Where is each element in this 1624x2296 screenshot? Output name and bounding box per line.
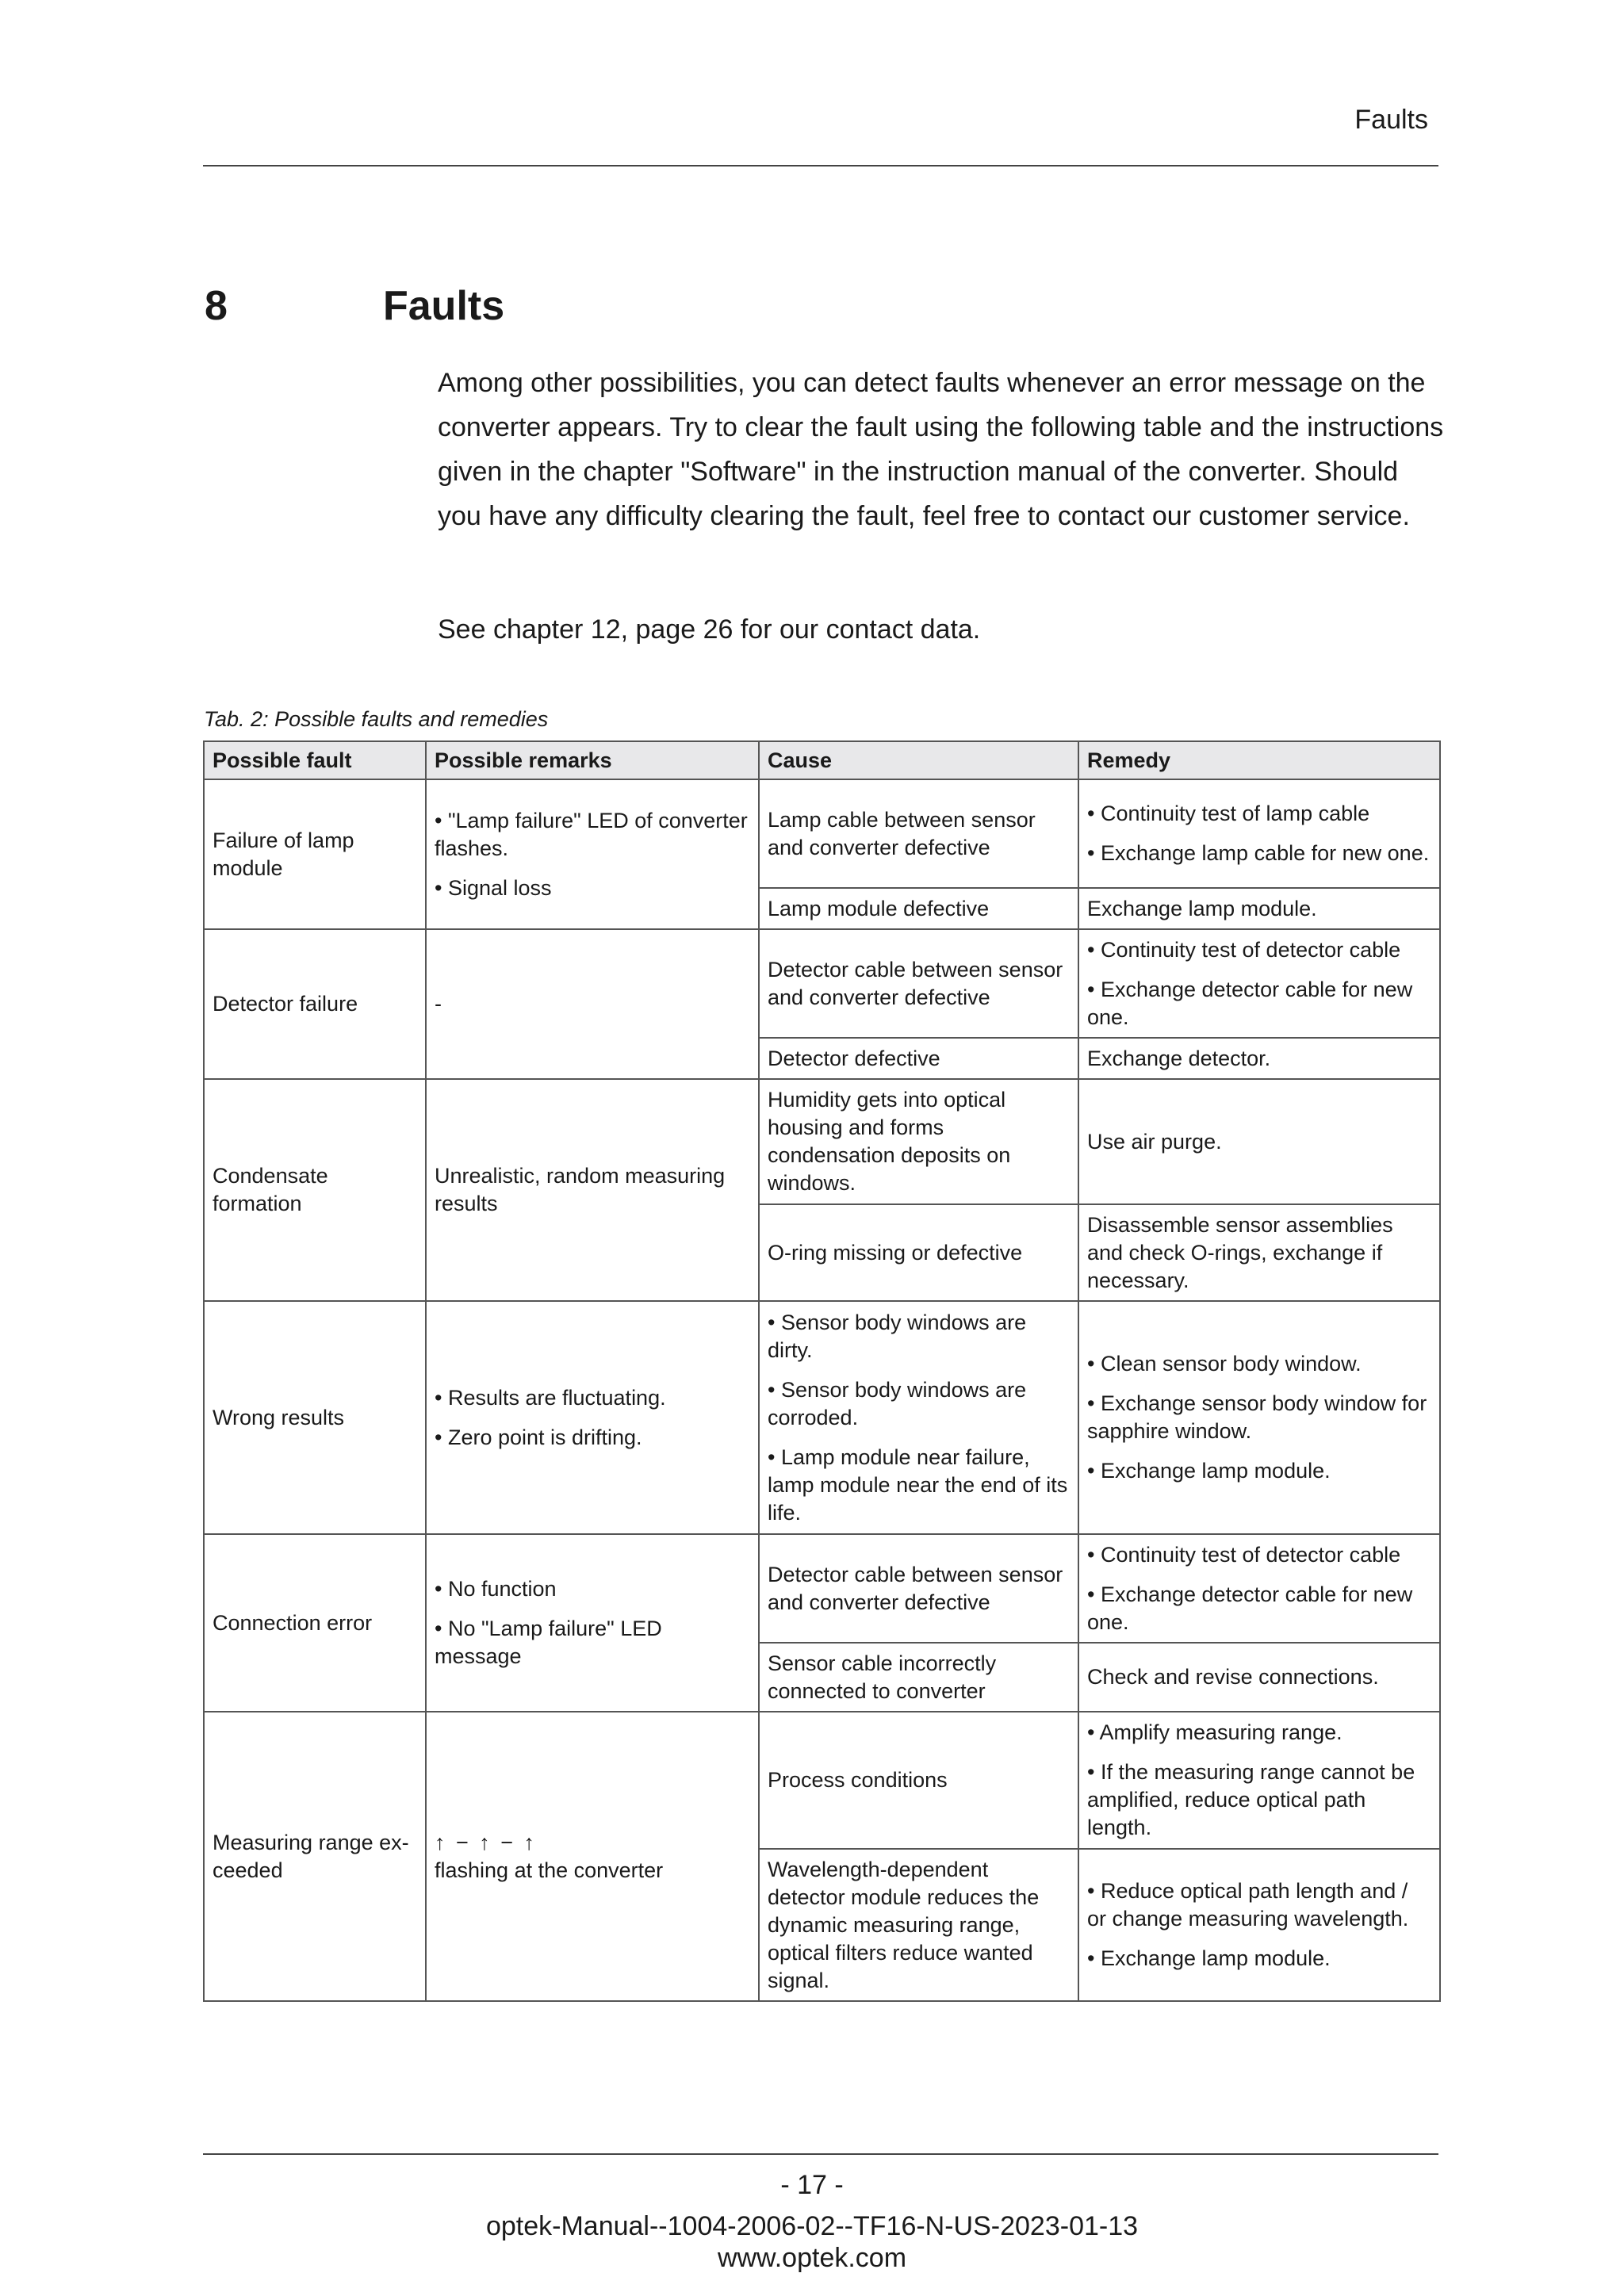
remarks-cell: - <box>426 929 759 1079</box>
remedy-cell: • Clean sensor body window. • Exchange sensor body window for sapphire window. • Exchange lamp module. <box>1078 1301 1440 1534</box>
remarks-cell: • "Lamp failure" LED of converter flashes. • Signal loss <box>426 779 759 929</box>
contact-reference: See chapter 12, page 26 for our contact data. <box>438 614 981 645</box>
chapter-number: 8 <box>205 283 228 329</box>
remedy-cell: Exchange lamp module. <box>1078 888 1440 929</box>
cause-cell: Detector cable between sensor and converter defective <box>759 1534 1078 1643</box>
range-exceeded-arrows-icon: ↑ − ↑ − ↑ <box>435 1830 538 1854</box>
column-header-remarks: Possible remarks <box>426 741 759 779</box>
faults-table <box>203 740 1441 2002</box>
remedy-cell: • Continuity test of detector cable • Exchange detector cable for new one. <box>1078 929 1440 1038</box>
remedy-cell: Disassemble sensor assemblies and check O-rings, exchange if necessary. <box>1078 1204 1440 1301</box>
remedy-cell: • Continuity test of lamp cable • Exchange lamp cable for new one. <box>1078 779 1440 888</box>
fault-cell: Wrong results <box>204 1301 426 1534</box>
website-link[interactable]: www.optek.com <box>717 2243 907 2273</box>
remarks-cell: • Results are fluctuating. • Zero point is drifting. <box>426 1301 759 1534</box>
remarks-cell: Unrealistic, random measuring results <box>426 1079 759 1301</box>
running-header: Faults <box>1354 105 1428 135</box>
cause-cell: Lamp cable between sensor and converter defective <box>759 779 1078 888</box>
fault-cell: Condensate formation <box>204 1079 426 1301</box>
remedy-cell: Exchange detector. <box>1078 1038 1440 1079</box>
fault-cell: Detector failure <box>204 929 426 1079</box>
table-row <box>204 1712 1440 1849</box>
page-number: - 17 - <box>780 2170 844 2200</box>
cause-cell: Process conditions <box>759 1712 1078 1849</box>
header-rule <box>203 165 1438 166</box>
table-caption: Tab. 2: Possible faults and remedies <box>204 707 549 731</box>
chapter-title: Faults <box>383 283 505 329</box>
cause-cell: O-ring missing or defective <box>759 1204 1078 1301</box>
table-row <box>204 929 1440 1038</box>
remedy-cell: Use air purge. <box>1078 1079 1440 1204</box>
fault-cell: Connection error <box>204 1534 426 1712</box>
table-row <box>204 779 1440 888</box>
cause-cell: Detector cable between sensor and converter defective <box>759 929 1078 1038</box>
table-row <box>204 1079 1440 1204</box>
remedy-cell: • Amplify measuring range. • If the measuring range cannot be amplified, reduce optical path length. <box>1078 1712 1440 1849</box>
remedy-cell: Check and revise connections. <box>1078 1643 1440 1712</box>
table-row <box>204 1534 1440 1643</box>
fault-cell: Failure of lamp module <box>204 779 426 929</box>
cause-cell: Detector defective <box>759 1038 1078 1079</box>
cause-cell: Lamp module defective <box>759 888 1078 929</box>
remedy-cell: • Reduce optical path length and / or change measuring wavelength. • Exchange lamp module. <box>1078 1849 1440 2001</box>
column-header-fault: Possible fault <box>204 741 426 779</box>
table-header-row <box>204 741 1440 779</box>
cause-cell: Sensor cable incorrectly connected to converter <box>759 1643 1078 1712</box>
cause-cell: • Sensor body windows are dirty. • Sensor body windows are corroded. • Lamp module near failure, lamp module near the end of its life. <box>759 1301 1078 1534</box>
cause-cell: Humidity gets into optical housing and forms condensation deposits on windows. <box>759 1079 1078 1204</box>
fault-cell: Measuring range ex-ceeded <box>204 1712 426 2001</box>
column-header-remedy: Remedy <box>1078 741 1440 779</box>
remarks-cell: ↑ − ↑ − ↑ flashing at the converter <box>426 1712 759 2001</box>
footer-rule <box>203 2153 1438 2155</box>
document-id: optek-Manual--1004-2006-02--TF16-N-US-2023-01-13 <box>485 2211 1139 2241</box>
table-row <box>204 1301 1440 1534</box>
remedy-cell: • Continuity test of detector cable • Exchange detector cable for new one. <box>1078 1534 1440 1643</box>
cause-cell: Wavelength-dependent detector module reduces the dynamic measuring range, optical filters reduce wanted signal. <box>759 1849 1078 2001</box>
column-header-cause: Cause <box>759 741 1078 779</box>
intro-paragraph: Among other possibilities, you can detect faults whenever an error message on the converter appears. Try to clear the fault using the following table and the instructions given in the chapter "Software" in the instruction manual of the converter. Should you have any difficulty clearing the fault, feel free to contact our customer service. <box>438 368 1444 531</box>
remarks-cell: • No function • No "Lamp failure" LED message <box>426 1534 759 1712</box>
